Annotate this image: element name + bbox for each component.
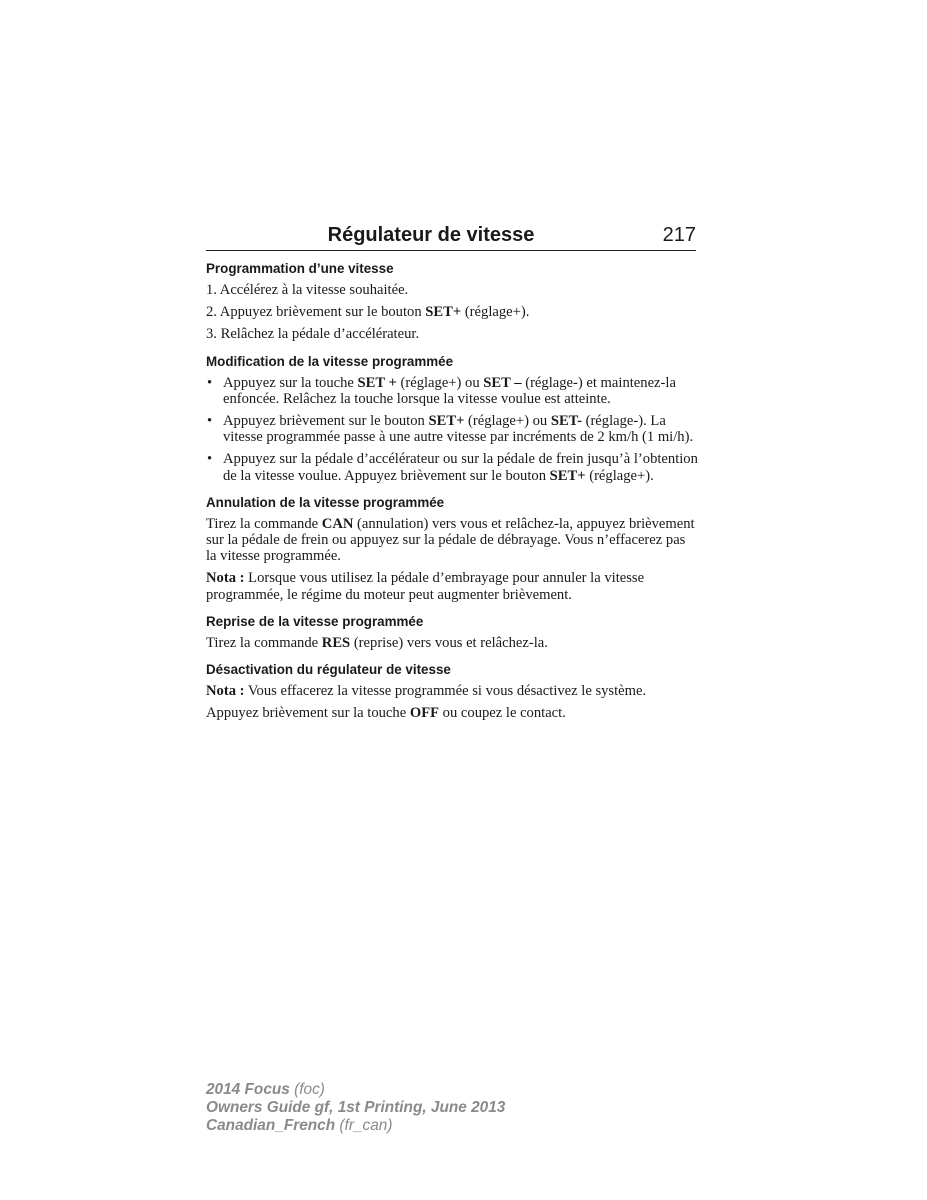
step-item: 2. Appuyez brièvement sur le bouton SET+ (réglage+). bbox=[206, 304, 530, 321]
section-heading: Programmation d’une vitesse bbox=[206, 261, 394, 276]
note-label: Nota : bbox=[206, 570, 245, 587]
note: Nota : Lorsque vous utilisez la pédale d’embrayage pour annuler la vitesse programmée, le régime du moteur peut augmenter brièvement. bbox=[206, 570, 645, 603]
step-item: 1. Accélérez à la vitesse souhaitée. bbox=[206, 282, 409, 298]
note-label: Nota : bbox=[206, 683, 245, 700]
footer-line: Canadian_French (fr_can) bbox=[206, 1117, 393, 1134]
bullet-item: • Appuyez brièvement sur le bouton SET+ (réglage+) ou SET- (réglage-). La vitesse programmée passe à une autre vitesse par incréments de 2 km/h (1 mi/h). bbox=[207, 413, 694, 446]
paragraph: Tirez la commande CAN (annulation) vers vous et relâchez-la, appuyez brièvement sur la pédale de frein ou appuyez sur la pédale de débrayage. Vous n’effacerez pas la vitesse programmée. bbox=[206, 515, 695, 565]
section-deactivate bbox=[206, 662, 698, 721]
section-heading: Désactivation du régulateur de vitesse bbox=[206, 662, 451, 678]
section-programming bbox=[206, 261, 698, 343]
bullet-icon: • bbox=[207, 374, 213, 391]
button-name: SET+ bbox=[425, 304, 462, 321]
paragraph: Appuyez brièvement sur la touche OFF ou coupez le contact. bbox=[206, 705, 566, 722]
section-modify bbox=[206, 354, 698, 484]
page-header bbox=[206, 222, 696, 251]
page-number: 217 bbox=[662, 224, 696, 246]
bullet-icon: • bbox=[207, 413, 213, 430]
page-content bbox=[206, 261, 698, 732]
section-heading: Reprise de la vitesse programmée bbox=[206, 613, 424, 629]
page-footer bbox=[206, 1081, 505, 1135]
footer-line: Owners Guide gf, 1st Printing, June 2013 bbox=[206, 1099, 506, 1116]
bullet-list bbox=[206, 375, 698, 484]
chapter-title: Régulateur de vitesse bbox=[327, 224, 535, 246]
section-cancel bbox=[206, 495, 698, 603]
steps-list bbox=[206, 282, 698, 343]
paragraph: Tirez la commande RES (reprise) vers vous et relâchez-la. bbox=[206, 634, 548, 651]
bullet-icon: • bbox=[207, 451, 213, 468]
step-item: 3. Relâchez la pédale d’accélérateur. bbox=[206, 326, 420, 343]
bullet-item: • Appuyez sur la touche SET + (réglage+) ou SET – (réglage-) et maintenez-la enfoncée. Relâchez la touche lorsque la vitesse voulue est atteinte. bbox=[207, 374, 676, 407]
section-heading: Modification de la vitesse programmée bbox=[206, 353, 454, 369]
bullet-item: • Appuyez sur la pédale d’accélérateur ou sur la pédale de frein jusqu’à l’obtention de la vitesse voulue. Appuyez brièvement sur le bouton SET+ (réglage+). bbox=[207, 451, 698, 484]
section-heading: Annulation de la vitesse programmée bbox=[206, 494, 445, 510]
note: Nota : Vous effacerez la vitesse programmée si vous désactivez le système. bbox=[206, 683, 647, 700]
section-resume bbox=[206, 614, 698, 651]
footer-line: 2014 Focus (foc) bbox=[206, 1081, 325, 1098]
